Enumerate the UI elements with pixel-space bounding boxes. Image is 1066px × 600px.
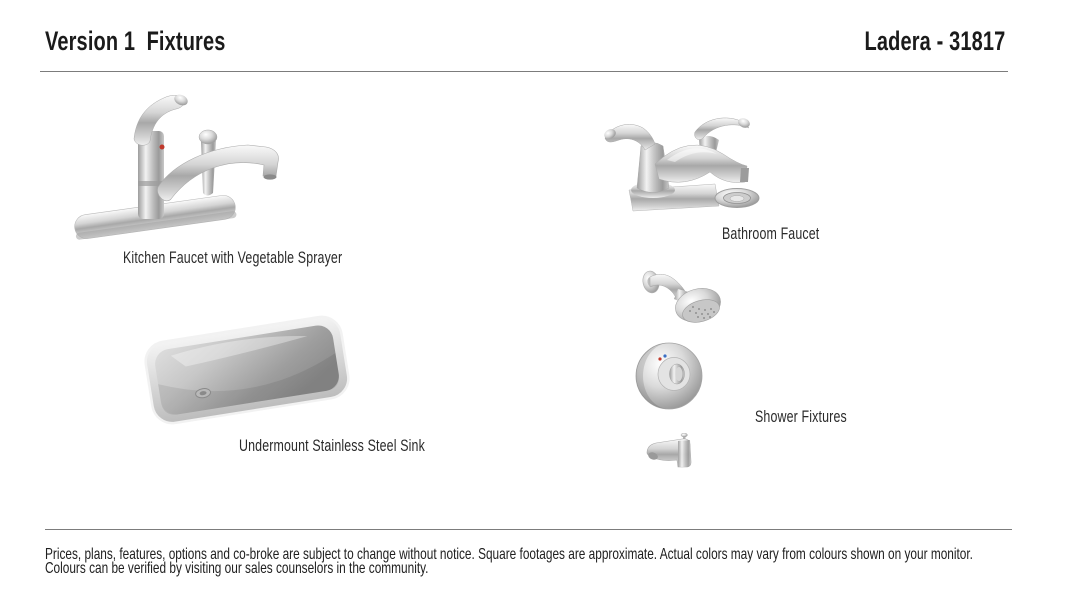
bathroom-faucet-image — [595, 108, 767, 213]
footer-divider — [45, 529, 1012, 530]
undermount-sink-label: Undermount Stainless Steel Sink — [239, 436, 425, 455]
shower-fixtures-label: Shower Fixtures — [755, 407, 847, 426]
model-number: Ladera - 31817 — [864, 26, 1005, 56]
disclaimer-line-2: Colours can be verified by visiting our sales counselors in the community. — [45, 560, 429, 577]
disclaimer-line-1: Prices, plans, features, options and co-broke are subject to change without notice. Square footages are approximate. Actual colors may vary from colours shown on your monitor. — [45, 546, 973, 563]
header-divider — [40, 71, 1008, 72]
kitchen-faucet-label: Kitchen Faucet with Vegetable Sprayer — [123, 248, 343, 267]
kitchen-faucet-image — [70, 85, 360, 245]
page-title: Version 1 Fixtures — [45, 26, 226, 56]
bathroom-faucet-label: Bathroom Faucet — [722, 224, 820, 243]
tub-spout-image — [644, 433, 698, 475]
undermount-sink-image — [142, 312, 352, 427]
shower-valve-image — [634, 340, 706, 412]
shower-head-image — [638, 261, 738, 327]
